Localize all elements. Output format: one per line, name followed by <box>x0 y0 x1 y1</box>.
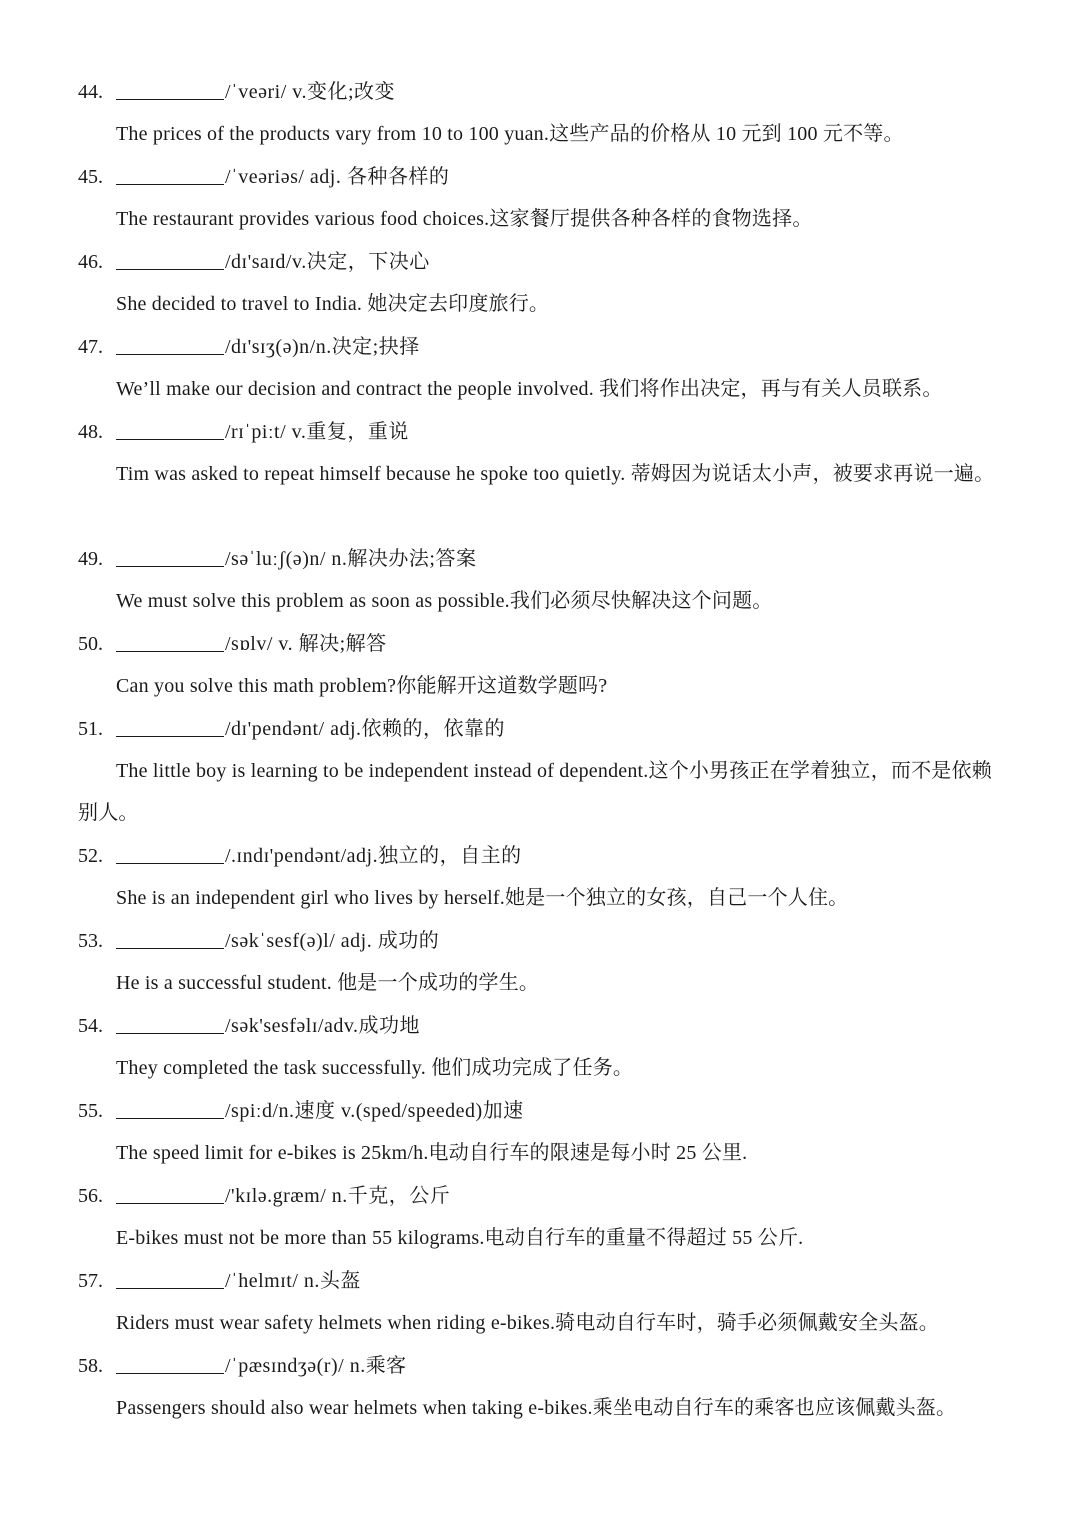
entry-definition: /ˈhelmɪt/ n.头盔 <box>225 1270 361 1292</box>
entry-number: 57. <box>78 1270 103 1292</box>
entry-number: 44. <box>78 81 103 103</box>
answer-blank[interactable] <box>116 843 224 864</box>
entry-number: 45. <box>78 166 103 188</box>
example-sentence: The restaurant provides various food choices.这家餐厅提供各种各样的食物选择。 <box>116 208 813 230</box>
entry-heading <box>78 1351 407 1381</box>
entry-definition: /səˈluːʃ(ə)n/ n.解决办法;答案 <box>225 548 477 570</box>
answer-blank[interactable] <box>116 164 224 185</box>
answer-blank[interactable] <box>116 79 224 100</box>
example-sentence: The prices of the products vary from 10 to 100 yuan.这些产品的价格从 10 元到 100 元不等。 <box>116 123 904 145</box>
answer-blank[interactable] <box>116 1013 224 1034</box>
answer-blank[interactable] <box>116 1353 224 1374</box>
example-sentence: The little boy is learning to be independent instead of dependent.这个小男孩正在学着独立，而不是依赖别人。 <box>78 760 992 824</box>
example-sentence: Passengers should also wear helmets when taking e-bikes.乘坐电动自行车的乘客也应该佩戴头盔。 <box>116 1397 957 1419</box>
answer-blank[interactable] <box>116 546 224 567</box>
entry-number: 58. <box>78 1355 103 1377</box>
entry-number: 54. <box>78 1015 103 1037</box>
entry-number: 48. <box>78 421 103 443</box>
entry-heading <box>78 1011 420 1041</box>
entry-heading <box>78 1096 524 1126</box>
entry-definition: /dɪ'sɪʒ(ə)n/n.决定;抉择 <box>225 336 420 358</box>
entry-heading <box>78 77 395 107</box>
entry-number: 46. <box>78 251 103 273</box>
entry-definition: /sək'sesfəlɪ/adv.成功地 <box>225 1015 421 1037</box>
answer-blank[interactable] <box>116 928 224 949</box>
answer-blank[interactable] <box>116 1098 224 1119</box>
entry-definition: /'kɪlə.græm/ n.千克，公斤 <box>225 1185 451 1207</box>
entry-definition: /dɪ'saɪd/v.决定，下决心 <box>225 251 430 273</box>
example-sentence: Tim was asked to repeat himself because he spoke too quietly. 蒂姆因为说话太小声，被要求再说一遍。 <box>116 463 995 485</box>
example-sentence: We must solve this problem as soon as possible.我们必须尽快解决这个问题。 <box>116 590 773 612</box>
entry-definition: /sɒlv/ v. 解决;解答 <box>225 633 387 655</box>
example-sentence: He is a successful student. 他是一个成功的学生。 <box>116 972 540 994</box>
answer-blank[interactable] <box>116 1268 224 1289</box>
entry-heading <box>78 926 439 956</box>
entry-number: 56. <box>78 1185 103 1207</box>
entry-number: 55. <box>78 1100 103 1122</box>
example-sentence: They completed the task successfully. 他们成功完成了任务。 <box>116 1057 634 1079</box>
example-sentence: She decided to travel to India. 她决定去印度旅行。 <box>116 293 550 315</box>
example-sentence: The speed limit for e-bikes is 25km/h.电动自行车的限速是每小时 25 公里. <box>116 1142 748 1164</box>
entry-number: 52. <box>78 845 103 867</box>
entry-heading <box>78 162 449 192</box>
example-sentence: E-bikes must not be more than 55 kilograms.电动自行车的重量不得超过 55 公斤. <box>116 1227 804 1249</box>
example-sentence: Riders must wear safety helmets when riding e-bikes.骑电动自行车时，骑手必须佩戴安全头盔。 <box>116 1312 939 1334</box>
example-sentence: She is an independent girl who lives by herself.她是一个独立的女孩，自己一个人住。 <box>116 887 849 909</box>
answer-blank[interactable] <box>116 1183 224 1204</box>
entry-definition: /spiːd/n.速度 v.(sped/speeded)加速 <box>225 1100 524 1122</box>
entry-number: 47. <box>78 336 103 358</box>
example-sentence: We’ll make our decision and contract the people involved. 我们将作出决定，再与有关人员联系。 <box>116 378 943 400</box>
entry-heading <box>78 544 476 574</box>
answer-blank[interactable] <box>116 631 224 652</box>
entry-heading <box>78 417 409 447</box>
entry-definition: /ˈveəriəs/ adj. 各种各样的 <box>225 166 450 188</box>
entry-definition: /dɪ'pendənt/ adj.依赖的，依靠的 <box>225 718 506 740</box>
entry-number: 49. <box>78 548 103 570</box>
answer-blank[interactable] <box>116 334 224 355</box>
entry-heading <box>78 1266 361 1296</box>
entry-heading <box>78 714 505 744</box>
entry-definition: /səkˈsesf(ə)l/ adj. 成功的 <box>225 930 440 952</box>
entry-number: 51. <box>78 718 103 740</box>
entry-definition: /ˈveəri/ v.变化;改变 <box>225 81 396 103</box>
entry-definition: /ˈpæsɪndʒə(r)/ n.乘客 <box>225 1355 407 1377</box>
entry-heading <box>78 247 430 277</box>
entry-heading <box>78 332 420 362</box>
entry-heading <box>78 1181 450 1211</box>
entry-number: 53. <box>78 930 103 952</box>
entry-number: 50. <box>78 633 103 655</box>
answer-blank[interactable] <box>116 419 224 440</box>
answer-blank[interactable] <box>116 249 224 270</box>
entry-heading <box>78 841 522 871</box>
entry-heading <box>78 629 387 659</box>
entry-definition: /.ɪndɪ'pendənt/adj.独立的，自主的 <box>225 845 522 867</box>
example-sentence: Can you solve this math problem?你能解开这道数学题吗? <box>116 675 608 697</box>
answer-blank[interactable] <box>116 716 224 737</box>
entry-definition: /rɪˈpiːt/ v.重复，重说 <box>225 421 409 443</box>
